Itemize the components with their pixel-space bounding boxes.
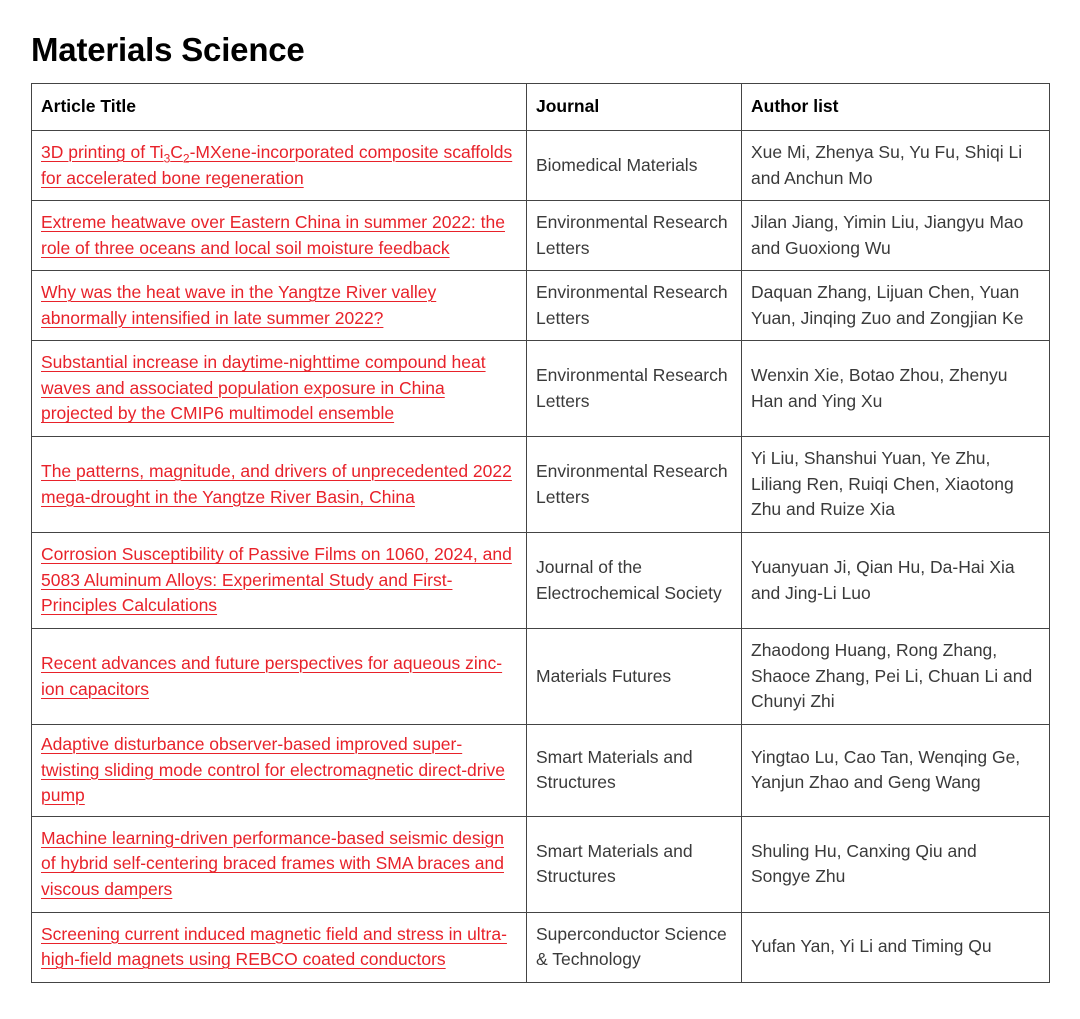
journal-cell: Biomedical Materials bbox=[527, 131, 742, 201]
table-row bbox=[32, 816, 1050, 912]
column-header-journal: Journal bbox=[527, 84, 742, 131]
title-text: 3D printing of Ti bbox=[41, 142, 164, 162]
column-header-title: Article Title bbox=[32, 84, 527, 131]
table-row bbox=[32, 201, 1050, 271]
article-title-link[interactable] bbox=[41, 142, 512, 188]
journal-cell: Journal of the Electrochemical Society bbox=[527, 533, 742, 629]
journal-cell: Environmental Research Letters bbox=[527, 437, 742, 533]
article-title-cell bbox=[32, 131, 527, 201]
article-title-cell bbox=[32, 437, 527, 533]
article-title-cell bbox=[32, 271, 527, 341]
title-subscript: 2 bbox=[182, 151, 190, 166]
table-row bbox=[32, 271, 1050, 341]
authors-cell: Yi Liu, Shanshui Yuan, Ye Zhu, Liliang Ren, Ruiqi Chen, Xiaotong Zhu and Ruize Xia bbox=[742, 437, 1050, 533]
journal-cell: Environmental Research Letters bbox=[527, 341, 742, 437]
table-row bbox=[32, 912, 1050, 982]
title-subscript: 3 bbox=[163, 151, 171, 166]
journal-cell: Smart Materials and Structures bbox=[527, 816, 742, 912]
table-row bbox=[32, 131, 1050, 201]
article-title-cell bbox=[32, 912, 527, 982]
journal-cell: Materials Futures bbox=[527, 629, 742, 725]
article-title-link[interactable]: Machine learning-driven performance-based seismic design of hybrid self-centering braced frames with SMA braces and viscous dampers bbox=[41, 827, 505, 899]
column-header-authors: Author list bbox=[742, 84, 1050, 131]
article-title-link[interactable]: Corrosion Susceptibility of Passive Films on 1060, 2024, and 5083 Aluminum Alloys: Experimental Study and First-Principles Calculations bbox=[41, 544, 512, 616]
title-text: -MXene-incorporated composite scaffolds for accelerated bone regeneration bbox=[41, 142, 513, 188]
article-title-cell bbox=[32, 816, 527, 912]
authors-cell: Shuling Hu, Canxing Qiu and Songye Zhu bbox=[742, 816, 1050, 912]
article-title-link[interactable]: Why was the heat wave in the Yangtze River valley abnormally intensified in late summer 2022? bbox=[41, 282, 437, 328]
article-title-cell bbox=[32, 533, 527, 629]
article-title-link[interactable]: The patterns, magnitude, and drivers of unprecedented 2022 mega-drought in the Yangtze River Basin, China bbox=[41, 461, 512, 507]
authors-cell: Xue Mi, Zhenya Su, Yu Fu, Shiqi Li and Anchun Mo bbox=[742, 131, 1050, 201]
authors-cell: Daquan Zhang, Lijuan Chen, Yuan Yuan, Jinqing Zuo and Zongjian Ke bbox=[742, 271, 1050, 341]
article-title-cell bbox=[32, 201, 527, 271]
article-title-link[interactable]: Adaptive disturbance observer-based improved super-twisting sliding mode control for electromagnetic direct-drive pump bbox=[41, 734, 505, 805]
article-title-link[interactable]: Extreme heatwave over Eastern China in summer 2022: the role of three oceans and local soil moisture feedback bbox=[41, 212, 505, 258]
journal-cell: Environmental Research Letters bbox=[527, 201, 742, 271]
authors-cell: Yuanyuan Ji, Qian Hu, Da-Hai Xia and Jing-Li Luo bbox=[742, 533, 1050, 629]
table-row bbox=[32, 533, 1050, 629]
title-text: C bbox=[170, 142, 183, 162]
article-title-cell bbox=[32, 341, 527, 437]
authors-cell: Yufan Yan, Yi Li and Timing Qu bbox=[742, 912, 1050, 982]
authors-cell: Wenxin Xie, Botao Zhou, Zhenyu Han and Ying Xu bbox=[742, 341, 1050, 437]
journal-cell: Smart Materials and Structures bbox=[527, 725, 742, 817]
authors-cell: Jilan Jiang, Yimin Liu, Jiangyu Mao and Guoxiong Wu bbox=[742, 201, 1050, 271]
article-title-link[interactable]: Recent advances and future perspectives for aqueous zinc-ion capacitors bbox=[41, 653, 503, 699]
article-title-link[interactable]: Substantial increase in daytime-nighttime compound heat waves and associated population exposure in China projected by the CMIP6 multimodel ensemble bbox=[41, 352, 486, 424]
article-title-link[interactable]: Screening current induced magnetic field and stress in ultra-high-field magnets using REBCO coated conductors bbox=[41, 923, 507, 969]
authors-cell: Yingtao Lu, Cao Tan, Wenqing Ge, Yanjun Zhao and Geng Wang bbox=[742, 725, 1050, 817]
table-row bbox=[32, 629, 1050, 725]
article-title-cell bbox=[32, 629, 527, 725]
table-row bbox=[32, 437, 1050, 533]
article-title-cell bbox=[32, 725, 527, 817]
articles-table bbox=[31, 83, 1050, 983]
page-title: Materials Science bbox=[31, 31, 305, 68]
table-row bbox=[32, 341, 1050, 437]
table-row bbox=[32, 725, 1050, 817]
journal-cell: Environmental Research Letters bbox=[527, 271, 742, 341]
table-header-row bbox=[32, 84, 1050, 131]
authors-cell: Zhaodong Huang, Rong Zhang, Shaoce Zhang, Pei Li, Chuan Li and Chunyi Zhi bbox=[742, 629, 1050, 725]
journal-cell: Superconductor Science & Technology bbox=[527, 912, 742, 982]
